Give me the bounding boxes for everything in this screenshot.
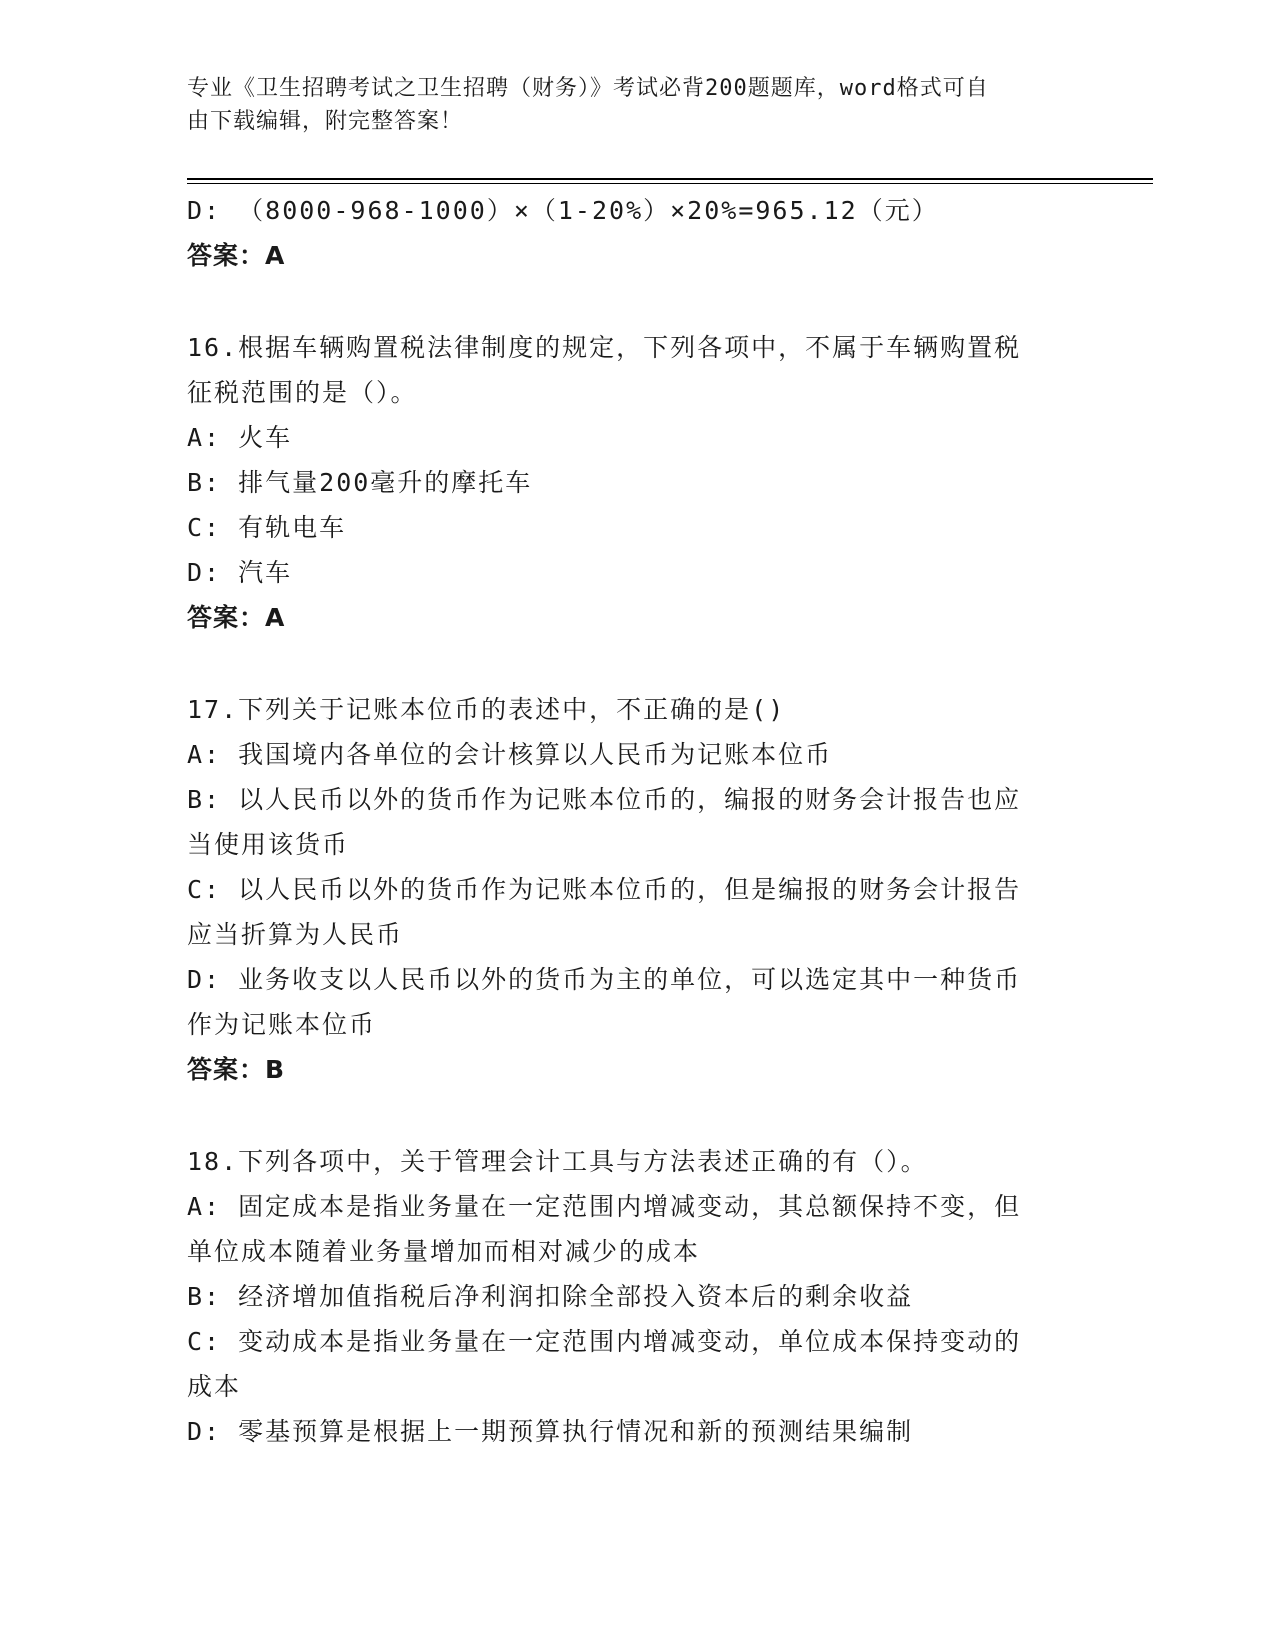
option-a: A: 火车 xyxy=(187,423,293,452)
answer: 答案：A xyxy=(187,603,286,632)
option-c: C: 变动成本是指业务量在一定范围内增减变动，单位成本保持变动的 xyxy=(187,1327,1022,1356)
question-17 xyxy=(187,687,1077,1092)
option-d-cont: 作为记账本位币 xyxy=(187,1010,377,1039)
document-body xyxy=(187,188,1077,1454)
option-b-cont: 当使用该货币 xyxy=(187,830,350,859)
option-c: C: 以人民币以外的货币作为记账本位币的，但是编报的财务会计报告 xyxy=(187,875,1022,904)
option-a: A: 我国境内各单位的会计核算以人民币为记账本位币 xyxy=(187,740,833,769)
option-a: A: 固定成本是指业务量在一定范围内增减变动，其总额保持不变，但 xyxy=(187,1192,1022,1221)
header-divider-thick xyxy=(187,178,1153,180)
option-b: B: 以人民币以外的货币作为记账本位币的，编报的财务会计报告也应 xyxy=(187,785,1022,814)
header-divider-thin xyxy=(187,183,1153,184)
option-c-cont: 应当折算为人民币 xyxy=(187,920,404,949)
question-18 xyxy=(187,1139,1077,1454)
answer: 答案：A xyxy=(187,241,286,270)
question-stem: 16.根据车辆购置税法律制度的规定，下列各项中，不属于车辆购置税 xyxy=(187,333,1022,362)
option-a-cont: 单位成本随着业务量增加而相对减少的成本 xyxy=(187,1237,701,1266)
option-d: D: 零基预算是根据上一期预算执行情况和新的预测结果编制 xyxy=(187,1417,914,1446)
option-d: D: （8000-968-1000）×（1-20%）×20%=965.12（元） xyxy=(187,196,939,225)
question-stem-cont: 征税范围的是（）。 xyxy=(187,378,418,407)
question-stem: 18.下列各项中，关于管理会计工具与方法表述正确的有（）。 xyxy=(187,1147,928,1176)
option-c-cont: 成本 xyxy=(187,1372,242,1401)
question-16 xyxy=(187,325,1077,640)
option-b: B: 排气量200毫升的摩托车 xyxy=(187,468,533,497)
question-stem: 17.下列关于记账本位币的表述中，不正确的是() xyxy=(187,695,786,724)
header-line-2: 由下载编辑，附完整答案！ xyxy=(187,109,464,134)
page-header xyxy=(187,72,1067,138)
option-b: B: 经济增加值指税后净利润扣除全部投入资本后的剩余收益 xyxy=(187,1282,914,1311)
option-d: D: 汽车 xyxy=(187,558,293,587)
answer: 答案：B xyxy=(187,1055,286,1084)
question-15-tail xyxy=(187,188,1077,278)
option-c: C: 有轨电车 xyxy=(187,513,347,542)
header-line-1: 专业《卫生招聘考试之卫生招聘（财务）》考试必背200题题库，word格式可自 xyxy=(187,76,989,101)
option-d: D: 业务收支以人民币以外的货币为主的单位，可以选定其中一种货币 xyxy=(187,965,1022,994)
